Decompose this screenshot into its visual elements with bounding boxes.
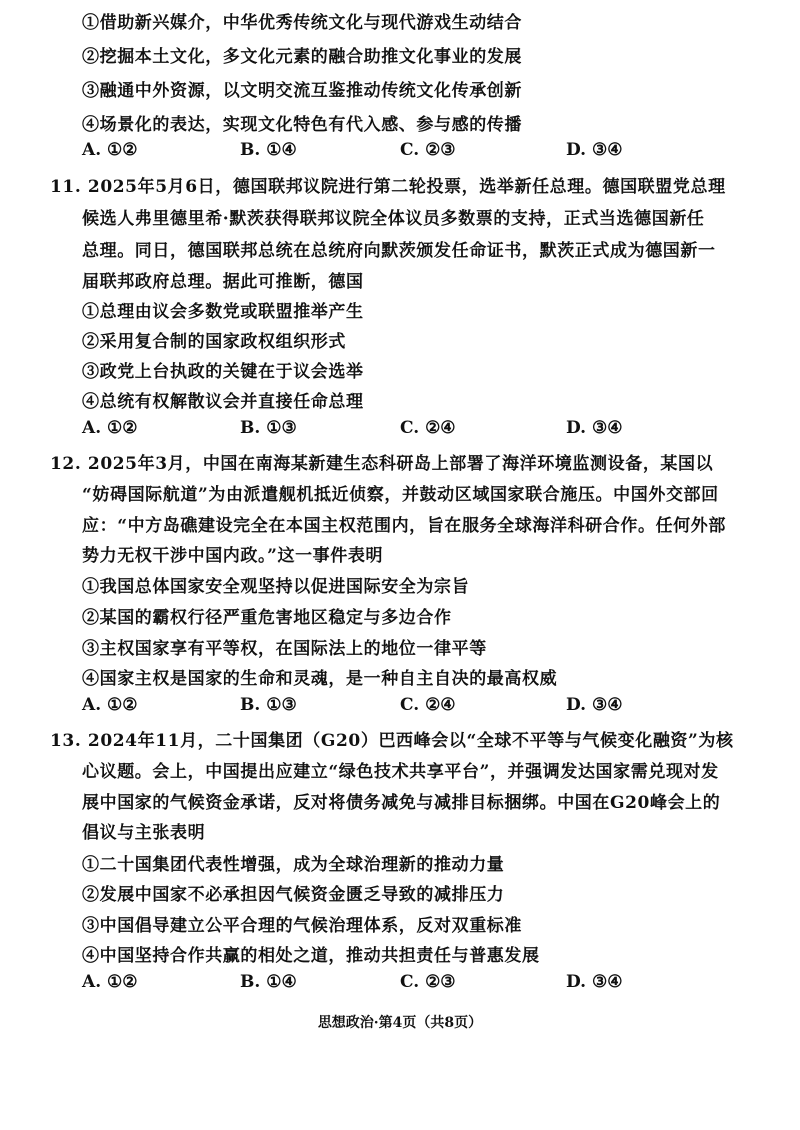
- q12-stem-line-4: 势力无权干涉中国内政。”这一事件表明: [82, 546, 384, 566]
- q13-stem-line-3: 展中国家的气候资金承诺，反对将债务减免与减排目标捆绑。中国在G20峰会上的: [82, 793, 721, 813]
- q13-option-d: D. ③④: [566, 972, 623, 992]
- q11-option-b: B. ①③: [240, 418, 297, 438]
- q12-item-2: ②某国的霸权行径严重危害地区稳定与多边合作: [82, 608, 452, 628]
- q12-option-d: D. ③④: [566, 695, 623, 715]
- q13-option-a: A. ①②: [82, 972, 138, 992]
- q10-option-b: B. ①④: [240, 140, 297, 160]
- q12-option-c: C. ②④: [400, 695, 456, 715]
- q11-stem-line-2: 候选人弗里德里希·默茨获得联邦议院全体议员多数票的支持，正式当选德国新任: [82, 209, 705, 229]
- q12-option-a: A. ①②: [82, 695, 138, 715]
- q13-item-3: ③中国倡导建立公平合理的气候治理体系，反对双重标准: [82, 916, 522, 936]
- q10-option-a: A. ①②: [82, 140, 138, 160]
- q13-stem-line-2: 心议题。会上，中国提出应建立“绿色技术共享平台”，并强调发达国家需兑现对发: [82, 762, 719, 782]
- q10-item-4: ④场景化的表达，实现文化特色有代入感、参与感的传播: [82, 115, 522, 135]
- q12-stem-line-2: “妨碍国际航道”为由派遣舰机抵近侦察，并鼓动区域国家联合施压。中国外交部回: [82, 485, 719, 505]
- q13-option-b: B. ①④: [240, 972, 297, 992]
- q13-item-2: ②发展中国家不必承担因气候资金匮乏导致的减排压力: [82, 885, 505, 905]
- q10-option-c: C. ②③: [400, 140, 456, 160]
- q11-item-4: ④总统有权解散议会并直接任命总理: [82, 392, 364, 412]
- q12-item-1: ①我国总体国家安全观坚持以促进国际安全为宗旨: [82, 577, 470, 597]
- page-footer: 思想政治·第4页（共8页）: [317, 1015, 483, 1031]
- q11-stem-line-3: 总理。同日，德国联邦总统在总统府向默茨颁发任命证书，默茨正式成为德国新一: [82, 241, 716, 261]
- q12-stem-line-1: 12. 2025年3月，中国在南海某新建生态科研岛上部署了海洋环境监测设备，某国以: [50, 454, 714, 474]
- q13-option-c: C. ②③: [400, 972, 456, 992]
- q10-item-2: ②挖掘本土文化，多文化元素的融合助推文化事业的发展: [82, 47, 522, 67]
- q10-item-3: ③融通中外资源，以文明交流互鉴推动传统文化传承创新: [82, 81, 522, 101]
- q10-option-d: D. ③④: [566, 140, 623, 160]
- q13-stem-line-4: 倡议与主张表明: [82, 823, 206, 843]
- q11-item-3: ③政党上台执政的关键在于议会选举: [82, 362, 364, 382]
- q13-stem-line-1: 13. 2024年11月，二十国集团（G20）巴西峰会以“全球不平等与气候变化融资”为核: [50, 731, 734, 751]
- q12-item-3: ③主权国家享有平等权，在国际法上的地位一律平等: [82, 639, 487, 659]
- q12-stem-line-3: 应：“中方岛礁建设完全在本国主权范围内，旨在服务全球海洋科研合作。任何外部: [82, 516, 726, 536]
- q13-item-4: ④中国坚持合作共赢的相处之道，推动共担责任与普惠发展: [82, 946, 540, 966]
- q12-item-4: ④国家主权是国家的生命和灵魂，是一种自主自决的最高权威: [82, 669, 558, 689]
- q11-option-d: D. ③④: [566, 418, 623, 438]
- q11-option-c: C. ②④: [400, 418, 456, 438]
- q11-item-2: ②采用复合制的国家政权组织形式: [82, 332, 346, 352]
- q12-option-b: B. ①③: [240, 695, 297, 715]
- q11-item-1: ①总理由议会多数党或联盟推举产生: [82, 302, 364, 322]
- q11-option-a: A. ①②: [82, 418, 138, 438]
- q13-item-1: ①二十国集团代表性增强，成为全球治理新的推动力量: [82, 855, 505, 875]
- q10-item-1: ①借助新兴媒介，中华优秀传统文化与现代游戏生动结合: [82, 13, 522, 33]
- q11-stem-line-1: 11. 2025年5月6日，德国联邦议院进行第二轮投票，选举新任总理。德国联盟党总理: [50, 177, 726, 197]
- q11-stem-line-4: 届联邦政府总理。据此可推断，德国: [82, 272, 364, 292]
